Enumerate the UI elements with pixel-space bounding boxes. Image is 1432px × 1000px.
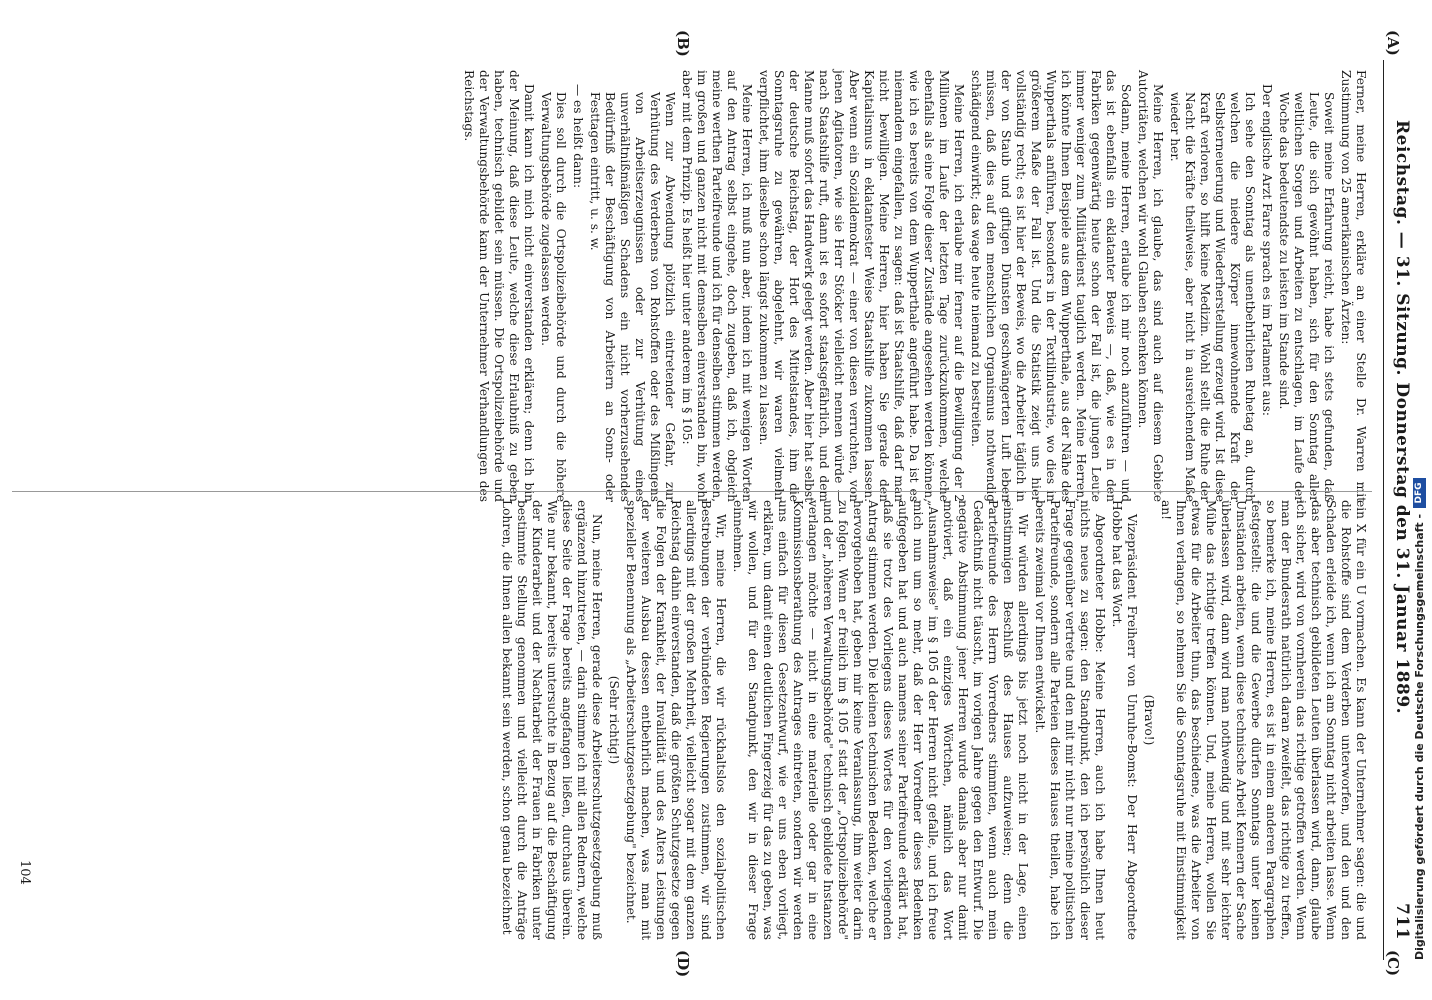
header-rule	[1383, 60, 1384, 960]
interjection-applause: (Bravo!)	[1142, 694, 1156, 746]
quote: Ich sehe den Sonntag als unentbehrlichen Ruhetag an, durch welchen die niedere Körper innewohnende Kraft der Selbsterneuerung und Wiederherstellung erzeugt wird. Ist diese Kraft verloren, so hilft keine Medizin. Wohl stellt die Ruhe der Nacht die Kräfte theilweise, aber nicht in ausreichendem Maße wieder her.	[1168, 92, 1257, 502]
paragraph: Sodann, meine Herren, erlaube ich mir noch anzuführen — und das ist ebenfalls ein eklatanter Beweis —, daß, wie es in den Fabriken gegenwärtig heute schon der Fall ist, die jungen Leute immer weniger zum Militärdienst tauglich werden. Meine Herren, ich könnte Ihnen Beispiele aus dem Wupperthale, aus der Nähe des Wupperthals anführen, besonders in der Textilindustrie, wo dies in größerem Maße der Fall ist. Und die Statistik zeigt uns hier vollständig recht; es ist hier der Beweis, wo die Arbeiter täglich in der von Staub und giftigen Dünsten geschwängerten Luft leben müssen, daß dies auf den menschlichen Organismus nothwendig schädigend einwirkt; das wage heute niemand zu bestreiten.	[969, 70, 1133, 502]
margin-marker-c: (C)	[1384, 950, 1402, 977]
paragraph: ein X für ein U vormachen. Es kann der Unternehmer sagen: die und die Rohstoffe sind dem Verderben unterworfen, und den und den Schaden erleide ich, wenn ich am Sonntag nicht arbeiten lasse. Wenn das aber technisch gebildeten Leuten überlassen wird, dann, glaube ich sicher, wird von vornherein das richtige getroffen werden. Wenn man der Bundesrath natürlich daran zweifelt, das richtige zu treffen, so bemerke ich, meine Herren, es ist in einem anderen Paragraphen festgestellt: die und die Gewerbe dürfen Sonntags unter keinen Umständen arbeiten, wenn diese technische Arbeit Kennern der Sache überlassen wird, dann wird man nothwendig und mit sehr leichter Mühe das richtige treffen können. Und, meine Herren, wollen Sie etwas für die Arbeiter thun, das beschiedene, was die Arbeiter von Ihnen verlangen, so nehmen Sie die Sonntagsruhe mit Einstimmigkeit an!	[1159, 500, 1368, 940]
paragraph: Damit kann ich mich nicht einverstanden erklären; denn ich bin der Meinung, daß diese Leute, welche diese Erlaubniß zu geben haben, technisch gebildet sein müssen. Die Ortspolizeibehörde und der Verwaltungsbehörde kann der Unternehmer Verhandlungen des Reichstags.	[462, 70, 536, 502]
paragraph: — es heißt dann:	[571, 84, 585, 189]
quote: Soweit meine Erfahrung reicht, habe ich stets gefunden, daß Leute, die sich gewöhnt haben, sich für den Sonntag aller weltlichen Sorgen und Arbeiten zu entschlagen, im Laufe der Woche das bedeutendste zu leisten im Stande sind.	[1277, 92, 1336, 502]
paragraph: Der englische Arzt Farre sprach es im Parlament aus:	[1260, 84, 1274, 416]
running-head-title: Reichstag. — 31. Sitzung. Donnerstag den 31. Januar 1889.	[1392, 120, 1412, 715]
margin-marker-d: (D)	[674, 950, 692, 978]
right-column	[497, 500, 1368, 940]
paragraph: Ferner, meine Herren, erkläre an einer Stelle Dr. Warren mit Zustimmung von 25 amerikanischen Ärzten:	[1339, 70, 1368, 502]
column-divider	[12, 491, 1372, 492]
digitization-credit-strip	[1410, 40, 1428, 960]
paragraph: Meine Herren, ich glaube, das sind auch auf diesem Gebiete Autoritäten, welchen wir wohl Glauben schenken können.	[1136, 70, 1165, 502]
quote: Dies soll durch die Ortspolizeibehörde und durch die höhere Verwaltungsbehörde zugelassen werden.	[539, 92, 568, 502]
left-column	[459, 70, 1368, 502]
quote: Wenn zur Abwendung plötzlich eintretender Gefahr, zur Verhütung des Verderbens von Rohstoffen oder des Mißlingens von Arbeitserzeugnissen oder zur Verhütung eines unverhältnißmäßigen Schadens ein nicht vorherzusehendes Bedürfniß der Beschäftigung von Arbeitern an Sonn- oder Festtagen eintritt, u. s. w.	[588, 92, 677, 502]
margin-marker-b: (B)	[674, 30, 692, 57]
paragraph: Wir würden allerdings bis jetzt noch nicht in der Lage, einen einstimmigen Beschluß des Hauses aufzuweisen; denn die Parteifreunde des Herrn Vorredners stimmten, wenn auch mein Gedächtniß nicht täuscht, im vorigen Jahre gegen den Entwurf. Die negative Abstimmung jener Herren wurde damals aber nur damit motiviert, daß ein einziges Wörtchen, nämlich das Wort „Ausnahmsweise" im § 105 d der Herren nicht gefalle, und ich freue mich nun um so mehr, daß der Herr Vorredner dieses Bedenken aufgegeben hat und auch namens seiner Parteifreunde erklärt hat, daß sie trotz des Vorliegens dieses Wortes für den vorliegenden Antrag stimmen werden. Die kleinen technischen Bedenken, welche er hervorgehoben hat, geben mir keine Veranlassung, ihm weiter darin zu folgen. Wenn er freilich im § 105 f statt der „Ortspolizeibehörde" und der „höheren Verwaltungsbehörde" technisch gebildete Instanzen verlangen möchte — nicht in eine materielle oder gar in eine Kommissionsberathung des Antrages eintreten, sondern wir werden uns einfach für diesen Gesetzentwurf, wie er uns eben vorliegt, erklären, um damit einen deutlichen Fingerzeig für das zu geben, was wir wollen, und für den Standpunkt, den wir in dieser Frage einnehmen.	[731, 500, 1030, 940]
signature-code: 104	[17, 860, 32, 885]
paragraph: Abgeordneter Hobbe: Meine Herren, auch ich habe Ihnen heut nichts neues zu sagen: den Standpunkt, den ich persönlich dieser Frage gegenüber vertrete und den mit mir nicht nur meine politischen Parteifreunde, sondern alle Parteien dieses Hauses theilen, habe ich bereits zweimal vor Ihnen entwickelt.	[1033, 500, 1107, 940]
paragraph: Nun, meine Herren, gerade diese Arbeiterschutzgesetzgebung muß ergänzend hinzutreten, — darin stimme ich mit allen Rednern, welche diese Seite der Frage bereits angefangen ließen, durchaus überein. Wie nur bekannt, bereits untersuchte in Bezug auf die Beschäftigung der Kinderarbeit und der Nachtarbeit der Frauen in Fabriken unter bestimmte Stellung genommen und vielleicht durch die Anträge Lohren, die Ihnen allen bekannt sein werden, schon genau bezeichnet	[500, 500, 604, 940]
page-number: 711	[1392, 903, 1412, 940]
paragraph: Wir, meine Herren, die wir rückhaltslos den sozialpolitischen Bestrebungen der verbündeten Regierungen zustimmen, wir sind allerdings mit der großen Mehrheit, vielleicht sogar mit dem ganzen Reichstag dahin einverstanden, daß die größten Schutzgesetze gegen die Folgen der Krankheit, der Invalidität und des Alters Leistungen der weiteren Ausbau dessen entbehrlich machen, was man mit spezieller Benennung als „Arbeiterschutzgesetzgebung" bezeichnet.	[624, 500, 728, 940]
paragraph: Meine Herren, ich erlaube mir ferner auf die Bewilligung der 2 Millionen im Laufe der letzten Tage zurückzukommen, welche ebenfalls als eine Folge dieser Zustände angesehen werden können, wie ich es bereits von dem Wupperthale angeführt habe. Da ist es niemandem eingefallen, zu sagen: daß ist Staatshilfe, daß darf man nicht bewilligen. Meine Herren, hier haben Sie gerade den Kapitalismus in eklatantester Weise Staatshilfe zukommen lassen. Aber wenn ein Sozialdemokrat — einer von diesen verruchten, von jenen Agitatoren, wie sie Herr Stöcker vielleicht nennen würde — nach Staatshilfe ruft, dann ist es sofort staatsgefährlich, und dem Manne muß sofort das Handwerk gelegt werden. Aber hier hat selbst der deutsche Reichstag, der Hort des Mittelstandes, ihm die Sonntagsruhe zu gewähren, abgelehnt, wir waren vielmehr verpflichtet, ihm dieselbe schon längst zukommen zu lassen.	[757, 70, 966, 502]
paragraph: Meine Herren, ich muß nun aber, indem ich mit wenigen Worten auf den Antrag selbst eingehe, doch zugeben, daß ich, obgleich meine werthen Parteifreunde und ich für denselben stimmen werden, im großen und ganzen nicht mit demselben einverstanden bin, wohl aber mit dem Prinzip. Es heißt hier unter anderem im § 105:	[680, 70, 754, 502]
interjection-approval: (Sehr richtig!)	[607, 675, 621, 765]
margin-marker-a: (A)	[1384, 30, 1402, 56]
dfg-logo: DFG	[1413, 478, 1426, 508]
president-announcement: Vizepräsident Freiherr von Unruhe-Bomst: Der Herr Abgeordnete Hobbe hat das Wort.	[1110, 500, 1139, 940]
digitization-credit: Digitalisierung gefördert durch die Deutsche Forschungsgemeinschaft -	[1412, 513, 1426, 960]
